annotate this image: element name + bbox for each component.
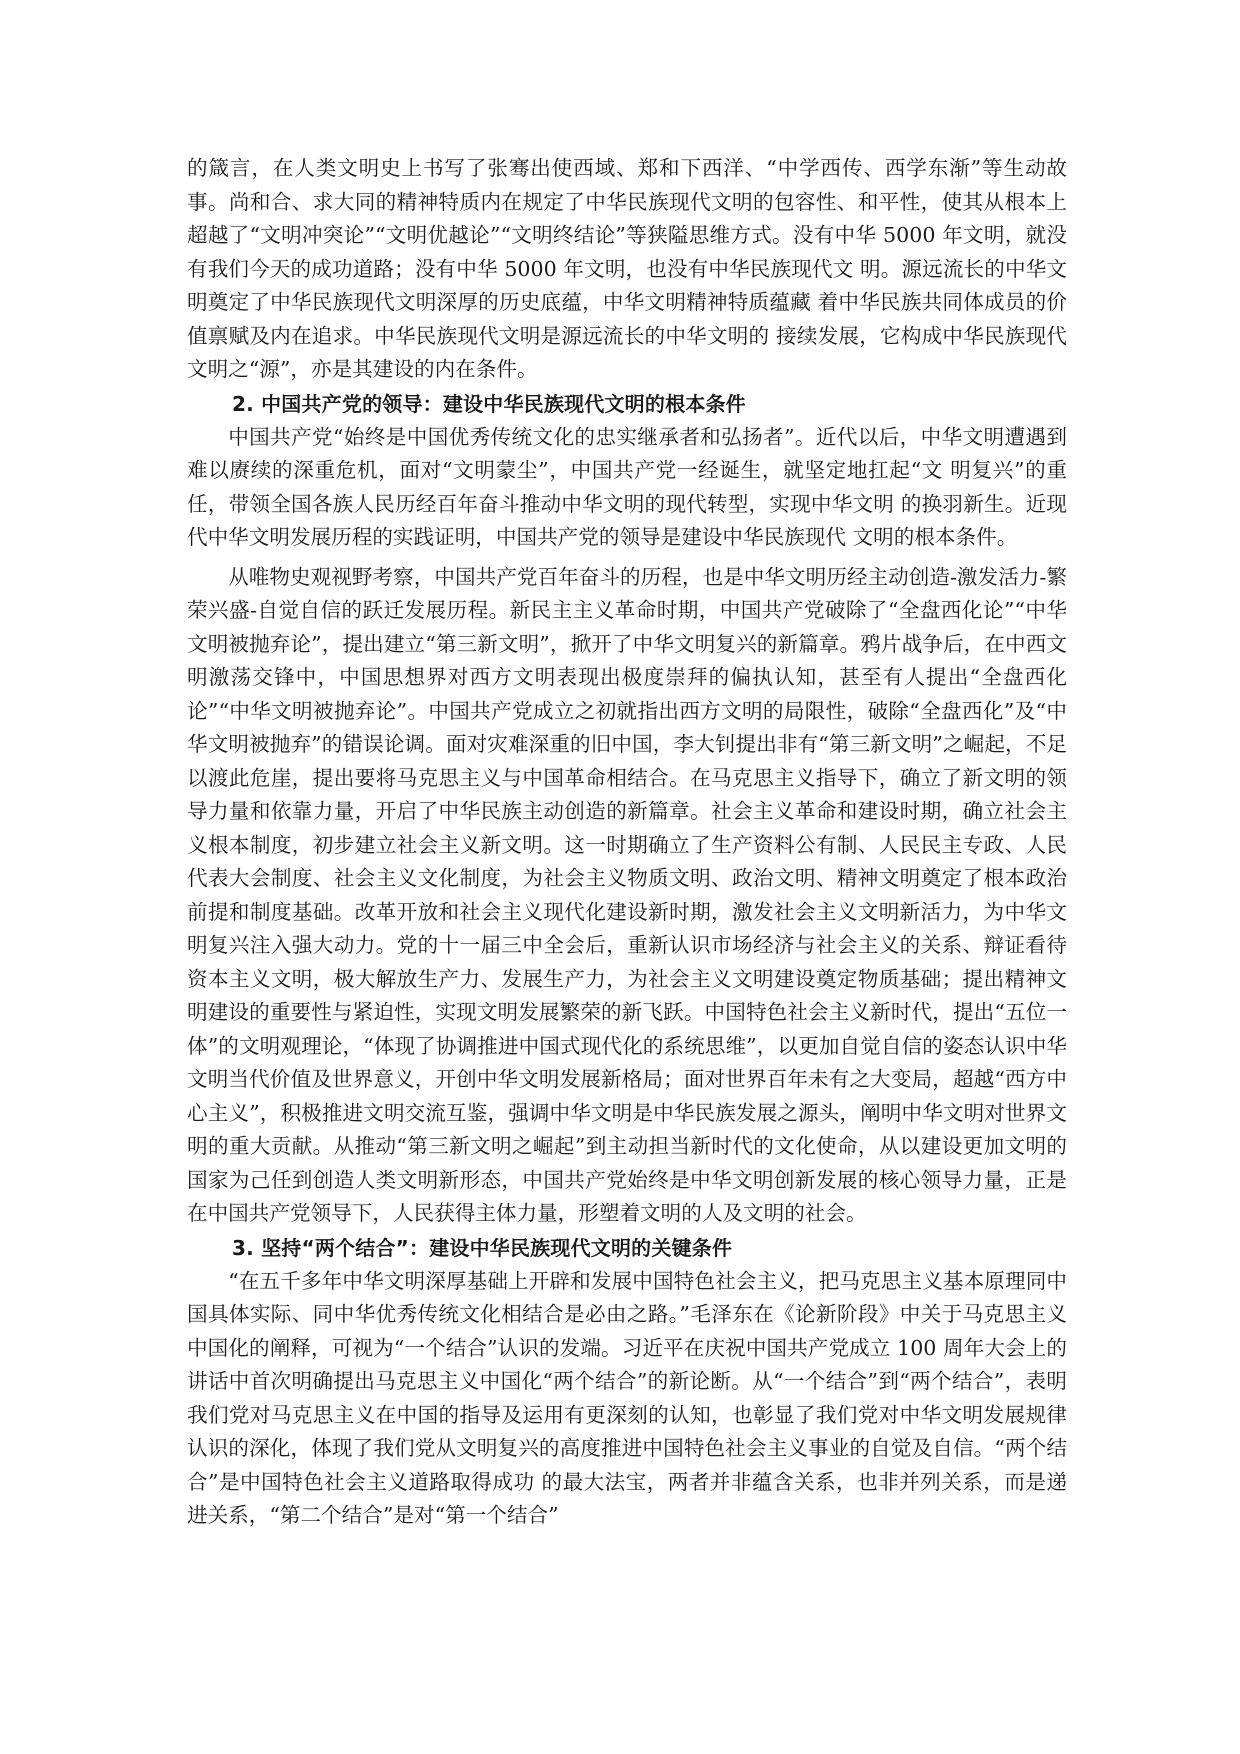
paragraph-party-history: 从唯物史观视野考察，中国共产党百年奋斗的历程，也是中华文明历经主动创造-激发活力-繁荣兴盛-自觉自信的跃迁发展历程。新民主主义革命时期，中国共产党破除了“全盘西化论”“中华文明被抛弃论”，提出建立“第三新文明”，掀开了中华文明复兴的新篇章。鸦片战争后，在中西文明激荡交锋中，中国思想界对西方文明表现出极度崇拜的偏执认知，甚至有人提出“全盘西化论”“中华文明被抛弃论”。中国共产党成立之初就指出西方文明的局限性，破除“全盘西化”及“中华文明被抛弃”的错误论调。面对灾难深重的旧中国，李大钊提出非有“第三新文明”之崛起，不足以渡此危崖，提出要将马克思主义与中国革命相结合。在马克思主义指导下，确立了新文明的领导力量和依靠力量，开启了中华民族主动创造的新篇章。社会主义革命和建设时期，确立社会主义根本制度，初步建立社会主义新文明。这一时期确立了生产资料公有制、人民民主专政、人民代表大会制度、社会主义文化制度，为社会主义物质文明、政治文明、精神文明奠定了根本政治前提和制度基础。改革开放和社会主义现代化建设新时期，激发社会主义文明新活力，为中华文明复兴注入强大动力。党的十一届三中全会后，重新认识市场经济与社会主义的关系、辩证看待资本主义文明，极大解放生产力、发展生产力，为社会主义文明建设奠定物质基础；提出精神文明建设的重要性与紧迫性，实现文明发展繁荣的新飞跃。中国特色社会主义新时代，提出“五位一体”的文明观理论，“体现了协调推进中国式现代化的系统思维”，以更加自觉自信的姿态认识中华文明当代价值及世界意义，开创中华文明发展新格局；面对世界百年未有之大变局，超越“西方中心主义”，积极推进文明交流互鉴，强调中华文明是中华民族发展之源头，阐明中华文明对世界文明的重大贡献。从推动“第三新文明之崛起”到主动担当新时代的文化使命，从以建设更加文明的国家为己任到创造人类文明新形态，中国共产党始终是中华文明创新发展的核心领导力量，正是在中国共产党领导下，人民获得主体力量，形塑着文明的人及文明的社会。 — [187, 564, 1067, 1225]
document-page — [187, 152, 1067, 1533]
paragraph-cultural-roots: 的箴言，在人类文明史上书写了张骞出使西域、郑和下西洋、“中学西传、西学东渐”等生动故事。尚和合、求大同的精神特质内在规定了中华民族现代文明的包容性、和平性，使其从根本上超越了“文明冲突论”“文明优越论”“文明终结论”等狭隘思维方式。没有中华 5000 年文明，就没有我们今天的成功道路；没有中华 5000 年文明，也没有中华民族现代文 明。源远流长的中华文明奠定了中华民族现代文明深厚的历史底蕴，中华文明精神特质蕴藏 着中华民族共同体成员的价值禀赋及内在追求。中华民族现代文明是源远流长的中华文明的 接续发展，它构成中华民族现代文明之“源”，亦是其建设的内在条件。 — [187, 156, 1067, 381]
paragraph-party-heritage: 中国共产党“始终是中国优秀传统文化的忠实继承者和弘扬者”。近代以后，中华文明遭遇到难以赓续的深重危机，面对“文明蒙尘”，中国共产党一经诞生，就坚定地扛起“文 明复兴”的重任，带领全国各族人民历经百年奋斗推动中华文明的现代转型，实现中华文明 的换羽新生。近现代中华文明发展历程的实践证明，中国共产党的领导是建设中华民族现代 文明的根本条件。 — [187, 424, 1067, 549]
section-heading-party-leadership: 2. 中国共产党的领导：建设中华民族现代文明的根本条件 — [232, 391, 746, 416]
section-heading-two-integrations: 3. 坚持“两个结合”：建设中华民族现代文明的关键条件 — [232, 1235, 733, 1260]
paragraph-two-integrations: “在五千多年中华文明深厚基础上开辟和发展中国特色社会主义，把马克思主义基本原理同中国具体实际、同中华优秀传统文化相结合是必由之路。”毛泽东在《论新阶段》中关于马克思主义中国化的阐释，可视为“一个结合”认识的发端。习近平在庆祝中国共产党成立 100 周年大会上的讲话中首次明确提出马克思主义中国化“两个结合”的新论断。从“一个结合”到“两个结合”，表明我们党对马克思主义在中国的指导及运用有更深刻的认知，也彰显了我们党对中华文明发展规律认识的深化，体现了我们党从文明复兴的高度推进中国特色社会主义事业的自觉及自信。“两个结合”是中国特色社会主义道路取得成功 的最大法宝，两者并非蕴含关系，也非并列关系，而是递进关系，“第二个结合”是对“第一个结合” — [187, 1268, 1067, 1527]
